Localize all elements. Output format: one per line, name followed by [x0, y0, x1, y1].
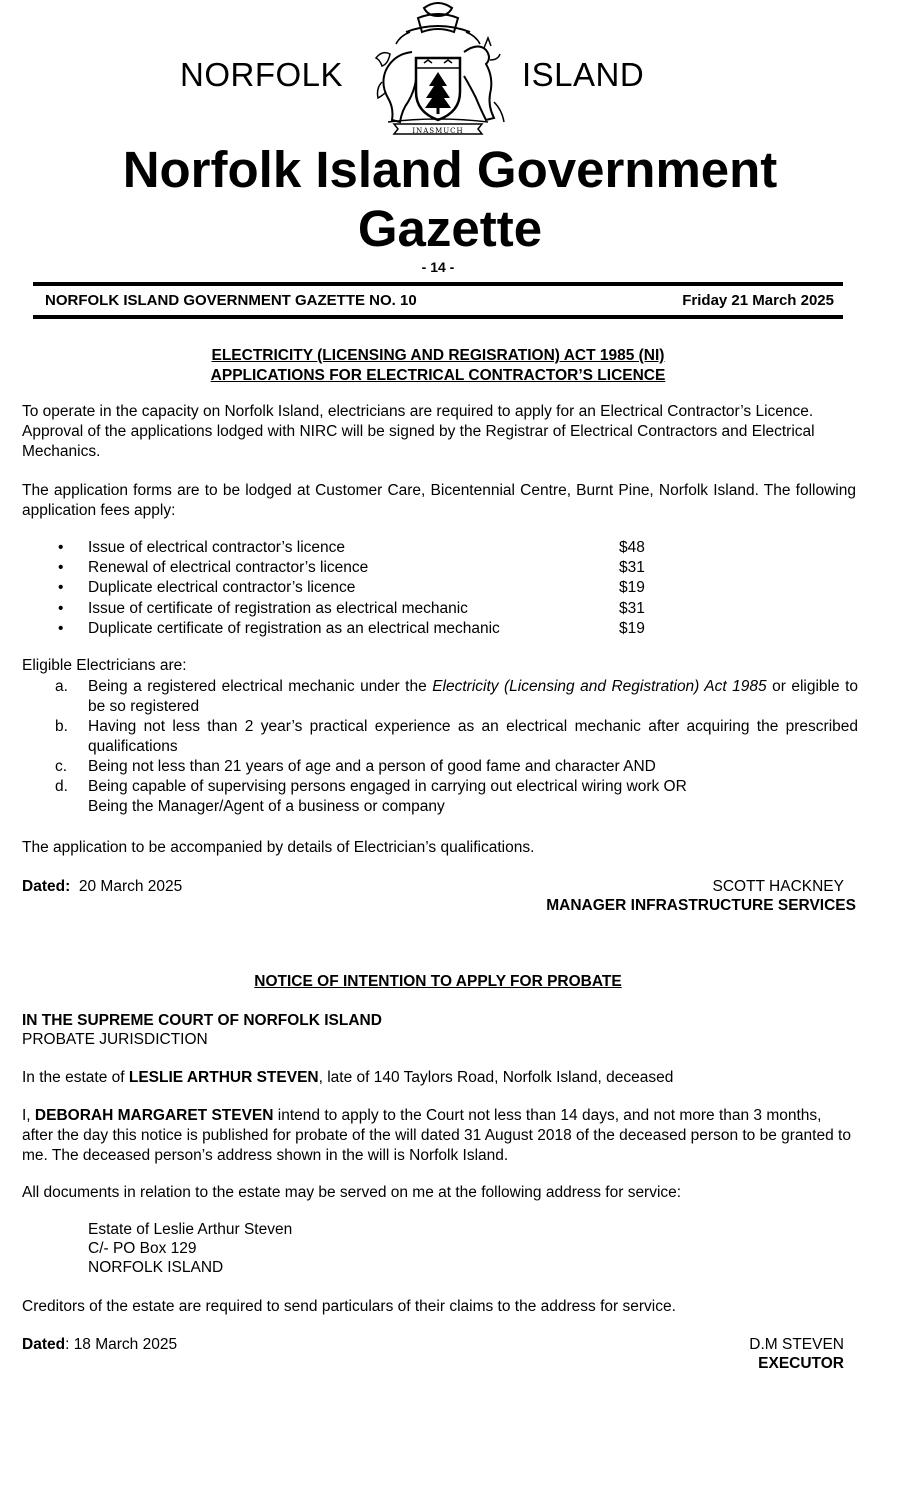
item-text: Being a registered electrical mechanic under the Electricity (Licensing and Registration) Act 1985 or eligible to be so registered	[88, 678, 859, 715]
eligibility-item-d-continued	[22, 797, 858, 817]
fee-label: Issue of certificate of registration as electrical mechanic	[88, 599, 468, 617]
qualifications-note: The application to be accompanied by details of Electrician’s qualifications.	[22, 839, 535, 856]
bullet: •	[58, 559, 64, 577]
item-marker: a.	[55, 678, 68, 695]
bullet: •	[58, 579, 64, 597]
notice1-heading-line2: APPLICATIONS FOR ELECTRICAL CONTRACTOR’S LICENCE	[210, 367, 666, 384]
page-number: - 14 -	[421, 259, 455, 275]
estate-line: In the estate of LESLIE ARTHUR STEVEN, late of 140 Taylors Road, Norfolk Island, deceased	[22, 1069, 674, 1086]
notice1-paragraph-2: The application forms are to be lodged at Customer Care, Bicentennial Centre, Burnt Pine, Norfolk Island. The following application fees apply:	[22, 482, 856, 519]
fee-amount: $19	[619, 579, 645, 597]
notice2-signer-name: D.M STEVEN	[749, 1336, 844, 1353]
coat-of-arms-icon	[366, 2, 510, 136]
fee-item	[22, 538, 722, 558]
address-line-2: C/- PO Box 129	[88, 1240, 197, 1257]
eligibility-item-a	[22, 677, 858, 717]
notice1-signer-title: MANAGER INFRASTRUCTURE SERVICES	[546, 897, 856, 914]
gazette-title-line2: Gazette	[357, 200, 543, 257]
fee-item	[22, 558, 722, 578]
item-text: Being the Manager/Agent of a business or company	[88, 798, 445, 815]
notice2-heading: NOTICE OF INTENTION TO APPLY FOR PROBATE	[254, 973, 622, 990]
eligibility-item-c	[22, 757, 858, 777]
item-marker: c.	[55, 758, 68, 775]
fee-item	[22, 599, 722, 619]
gazette-date: Friday 21 March 2025	[682, 292, 834, 309]
gazette-number: NORFOLK ISLAND GOVERNMENT GAZETTE NO. 10	[45, 292, 417, 309]
deceased-name: LESLIE ARTHUR STEVEN	[128, 1069, 319, 1086]
gazette-title: Norfolk Island Government	[122, 141, 778, 198]
notice1-heading-line1: ELECTRICITY (LICENSING AND REGISRATION) ACT 1985 (NI)	[211, 347, 665, 364]
fee-label: Duplicate electrical contractor’s licence	[88, 579, 356, 597]
header-rule-bottom	[33, 315, 843, 319]
notice1-signer-name: SCOTT HACKNEY	[712, 878, 844, 895]
jurisdiction: PROBATE JURISDICTION	[22, 1031, 208, 1048]
fee-item	[22, 619, 722, 639]
item-marker: b.	[55, 718, 68, 735]
fee-item	[22, 578, 722, 598]
fee-amount: $31	[619, 559, 645, 577]
svg-text:INASMUCH: INASMUCH	[412, 127, 464, 135]
intention-paragraph: I, DEBORAH MARGARET STEVEN intend to apply to the Court not less than 14 days, and not more than 3 months, after the day this notice is published for probate of the will dated 31 August 2018 of the deceased person to be granted to me. The deceased person’s address shown in the will is Norfolk Island.	[22, 1107, 851, 1164]
bullet: •	[58, 619, 64, 637]
creditors-note: Creditors of the estate are required to send particulars of their claims to the address for service.	[22, 1298, 676, 1315]
fee-label: Renewal of electrical contractor’s licence	[88, 559, 369, 577]
item-marker: d.	[55, 778, 68, 795]
court-name: IN THE SUPREME COURT OF NORFOLK ISLAND	[22, 1012, 382, 1029]
fee-amount: $31	[619, 599, 645, 617]
bullet: •	[58, 539, 64, 556]
notice2-dated: Dated: 18 March 2025	[22, 1336, 178, 1353]
item-text: Having not less than 2 year’s practical experience as an electrical mechanic after acquiring the prescribed qualifications	[88, 718, 858, 755]
fee-label: Issue of electrical contractor’s licence	[88, 539, 346, 556]
fee-amount: $48	[619, 539, 645, 556]
masthead-left-word: NORFOLK	[180, 56, 344, 93]
eligibility-item-b	[22, 717, 858, 757]
eligibility-item-d	[22, 777, 858, 797]
service-intro: All documents in relation to the estate may be served on me at the following address for service:	[22, 1184, 682, 1201]
bullet: •	[58, 599, 64, 617]
fee-label: Duplicate certificate of registration as an electrical mechanic	[88, 619, 500, 637]
address-line-1: Estate of Leslie Arthur Steven	[88, 1221, 293, 1238]
notice1-paragraph-1: To operate in the capacity on Norfolk Island, electricians are required to apply for an Electrical Contractor’s Licence. Approval of the applications lodged with NIRC will be signed by the Registrar of Electrical Contractors and Electrical Mechanics.	[22, 403, 815, 460]
eligibility-list	[22, 677, 858, 817]
act-title: Electricity (Licensing and Registration) Act 1985	[432, 678, 767, 695]
notice2-signer-title: EXECUTOR	[758, 1355, 844, 1372]
item-text: Being capable of supervising persons engaged in carrying out electrical wiring work OR	[88, 778, 687, 795]
item-text: Being not less than 21 years of age and a person of good fame and character AND	[88, 758, 656, 775]
header-rule-top	[33, 282, 843, 286]
eligible-intro: Eligible Electricians are:	[22, 657, 187, 674]
notice1-dated: Dated: 20 March 2025	[22, 878, 183, 895]
fee-amount: $19	[619, 619, 645, 637]
address-line-3: NORFOLK ISLAND	[88, 1259, 224, 1276]
applicant-name: DEBORAH MARGARET STEVEN	[34, 1107, 274, 1124]
fee-list	[22, 538, 722, 639]
masthead-right-word: ISLAND	[522, 56, 645, 93]
